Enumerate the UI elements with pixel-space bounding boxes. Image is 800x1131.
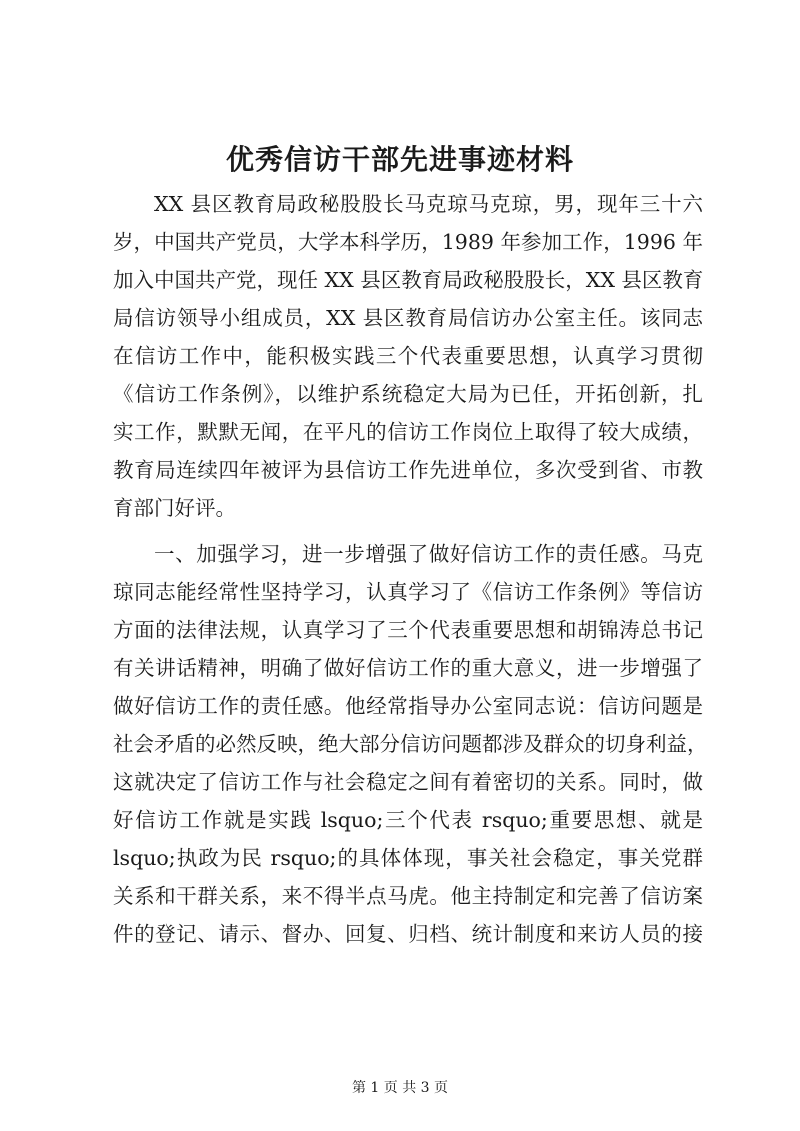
paragraph-line: 加入中国共产党，现任 XX 县区教育局政秘股股长，XX 县区教育 <box>113 268 704 292</box>
paragraph-line: 这就决定了信访工作与社会稳定之间有着密切的关系。同时，做 <box>113 770 703 794</box>
paragraph-line: 岁，中国共产党员，大学本科学历，1989 年参加工作，1996 年 <box>113 230 703 254</box>
document-title: 优秀信访干部先进事迹材料 <box>225 143 574 176</box>
paragraph-line: XX 县区教育局政秘股股长马克琼马克琼，男，现年三十六 <box>154 192 703 216</box>
paragraph-line: 关系和干群关系，来不得半点马虎。他主持制定和完善了信访案 <box>113 884 703 908</box>
paragraph-line: 好信访工作就是实践 lsquo;三个代表 rsquo;重要思想、就是 <box>113 808 703 832</box>
paragraph-line: lsquo;执政为民 rsquo;的具体体现，事关社会稳定，事关党群 <box>113 846 703 870</box>
paragraph-line: 教育局连续四年被评为县信访工作先进单位，多次受到省、市教 <box>113 458 703 482</box>
paragraph-spacer <box>113 527 703 535</box>
paragraph-1 <box>113 185 703 527</box>
paragraph-line: 件的登记、请示、督办、回复、归档、统计制度和来访人员的接 <box>113 922 703 946</box>
paragraph-line: 《信访工作条例》，以维护系统稳定大局为已任，开拓创新，扎 <box>113 382 703 406</box>
paragraph-line: 做好信访工作的责任感。他经常指导办公室同志说：信访问题是 <box>113 694 703 718</box>
paragraph-line: 育部门好评。 <box>113 496 236 520</box>
paragraph-line: 在信访工作中，能积极实践三个代表重要思想，认真学习贯彻 <box>113 344 703 368</box>
paragraph-2 <box>113 535 708 953</box>
document-body <box>113 185 708 953</box>
paragraph-line: 方面的法律法规，认真学习了三个代表重要思想和胡锦涛总书记 <box>113 618 703 642</box>
paragraph-line: 社会矛盾的必然反映，绝大部分信访问题都涉及群众的切身利益， <box>113 732 708 756</box>
page-footer: 第 1 页 共 3 页 <box>351 1080 449 1096</box>
paragraph-line: 琼同志能经常性坚持学习，认真学习了《信访工作条例》等信访 <box>113 580 703 604</box>
paragraph-line: 实工作，默默无闻，在平凡的信访工作岗位上取得了较大成绩， <box>113 420 703 444</box>
paragraph-line: 一、加强学习，进一步增强了做好信访工作的责任感。马克 <box>154 542 703 566</box>
paragraph-line: 有关讲话精神，明确了做好信访工作的重大意义，进一步增强了 <box>113 656 703 680</box>
paragraph-line: 局信访领导小组成员，XX 县区教育局信访办公室主任。该同志 <box>113 306 703 330</box>
